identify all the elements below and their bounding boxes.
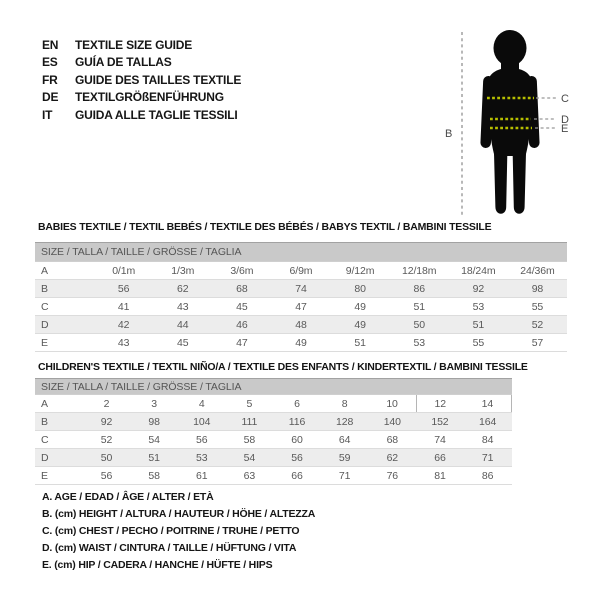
language-row [42,89,241,107]
row-label: B [35,413,83,431]
babies-section-title: BABIES TEXTILE / TEXTIL BEBÉS / TEXTILE DES BÉBÉS / BABYS TEXTIL / BAMBINI TESSILE [38,221,492,233]
table-cell: 12/18m [390,262,449,280]
table-cell: 45 [153,334,212,352]
table-cell: 53 [390,334,449,352]
table-cell: 76 [368,467,416,485]
table-cell: 86 [464,467,512,485]
table-cell: 47 [271,298,330,316]
table-cell: 54 [130,431,178,449]
table-cell: 56 [83,467,131,485]
language-label: GUIDA ALLE TAGLIE TESSILI [75,107,238,122]
language-row [42,106,241,124]
table-cell: 71 [464,449,512,467]
table-cell: 1/3m [153,262,212,280]
table-row [35,431,512,449]
table-cell: 66 [416,449,464,467]
table-cell: 116 [273,413,321,431]
table-cell: 10 [368,395,416,413]
table-cell: 74 [416,431,464,449]
table-row [35,262,567,280]
table-cell: 62 [368,449,416,467]
table-cell: 60 [273,431,321,449]
language-row [42,54,241,72]
language-label: GUIDE DES TAILLES TEXTILE [75,72,242,87]
table-cell: 98 [508,280,567,298]
table-cell: 68 [212,280,271,298]
table-cell: 52 [508,316,567,334]
legend-item: A. AGE / EDAD / ÂGE / ALTER / ETÀ [42,491,214,503]
table-cell: 0/1m [94,262,153,280]
table-cell: 18/24m [449,262,508,280]
table-cell: 44 [153,316,212,334]
table-cell: 51 [449,316,508,334]
table-cell: 50 [390,316,449,334]
table-cell: 55 [508,298,567,316]
table-cell: 80 [331,280,390,298]
row-label: A [35,262,94,280]
row-label: C [35,431,83,449]
row-label: A [35,395,83,413]
table-cell: 64 [321,431,369,449]
table-cell: 24/36m [508,262,567,280]
table-cell: 98 [130,413,178,431]
table-cell: 14 [464,395,512,413]
language-code: DE [42,90,59,105]
legend-item: E. (cm) HIP / CADERA / HANCHE / HÜFTE / HIPS [42,559,273,571]
table-cell: 9/12m [331,262,390,280]
row-label: E [35,467,83,485]
table-cell: 49 [331,298,390,316]
table-cell: 128 [321,413,369,431]
table-row [35,395,512,413]
table-cell: 47 [212,334,271,352]
table-cell: 152 [416,413,464,431]
table-row [35,449,512,467]
table-cell: 164 [464,413,512,431]
figure-label-height: B [445,128,453,140]
table-cell: 49 [271,334,330,352]
table-cell: 58 [130,467,178,485]
table-cell: 3/6m [212,262,271,280]
language-code: FR [42,72,58,87]
table-row [35,413,512,431]
language-row [42,71,241,89]
table-cell: 55 [449,334,508,352]
language-code: ES [42,55,58,70]
language-code: EN [42,37,59,52]
table-cell: 43 [94,334,153,352]
table-cell: 53 [178,449,226,467]
table-cell: 48 [271,316,330,334]
figure-label-hip: E [561,123,569,135]
table-cell: 104 [178,413,226,431]
measurement-legend [42,489,315,574]
table-cell: 51 [390,298,449,316]
language-label: GUÍA DE TALLAS [75,55,172,70]
child-silhouette-icon [480,30,540,214]
table-cell: 3 [130,395,178,413]
table-cell: 59 [321,449,369,467]
row-label: B [35,280,94,298]
table-cell: 57 [508,334,567,352]
table-cell: 63 [226,467,274,485]
table-row [35,467,512,485]
table-cell: 42 [94,316,153,334]
table-size-header: SIZE / TALLA / TAILLE / GRÖSSE / TAGLIA [35,243,567,262]
legend-item: D. (cm) WAIST / CINTURA / TAILLE / HÜFTUNG / VITA [42,542,297,554]
table-cell: 49 [331,316,390,334]
row-label: D [35,449,83,467]
table-cell: 61 [178,467,226,485]
row-label: E [35,334,94,352]
language-label: TEXTILE SIZE GUIDE [75,37,193,52]
table-cell: 86 [390,280,449,298]
language-row [42,36,241,54]
figure-label-waist: D [561,114,569,126]
figure-label-chest: C [561,93,569,105]
table-row [35,316,567,334]
row-label: D [35,316,94,334]
table-cell: 56 [94,280,153,298]
table-cell: 92 [83,413,131,431]
table-cell: 52 [83,431,131,449]
table-cell: 45 [212,298,271,316]
table-cell: 8 [321,395,369,413]
table-cell: 56 [273,449,321,467]
language-label: TEXTILGRÖßENFÜHRUNG [75,90,224,105]
table-cell: 6/9m [271,262,330,280]
legend-item: B. (cm) HEIGHT / ALTURA / HAUTEUR / HÖHE / ALTEZZA [42,508,316,520]
table-cell: 6 [273,395,321,413]
table-cell: 71 [321,467,369,485]
child-figure [440,15,590,225]
row-label: C [35,298,94,316]
table-cell: 56 [178,431,226,449]
table-cell: 66 [273,467,321,485]
table-cell: 51 [130,449,178,467]
table-cell: 92 [449,280,508,298]
table-cell: 81 [416,467,464,485]
table-cell: 50 [83,449,131,467]
table-cell: 68 [368,431,416,449]
table-row [35,298,567,316]
children-section-title: CHILDREN'S TEXTILE / TEXTIL NIÑO/A / TEXTILE DES ENFANTS / KINDERTEXTIL / BAMBINI TESSILE [38,361,528,373]
table-cell: 5 [226,395,274,413]
table-size-header: SIZE / TALLA / TAILLE / GRÖSSE / TAGLIA [35,379,512,395]
legend-item: C. (cm) CHEST / PECHO / POITRINE / TRUHE / PETTO [42,525,300,537]
table-cell: 54 [226,449,274,467]
language-list [42,36,241,124]
table-cell: 140 [368,413,416,431]
children-size-table [35,378,512,485]
table-cell: 41 [94,298,153,316]
table-cell: 2 [83,395,131,413]
table-cell: 74 [271,280,330,298]
table-cell: 51 [331,334,390,352]
table-cell: 43 [153,298,212,316]
table-cell: 62 [153,280,212,298]
table-cell: 12 [416,395,464,413]
table-cell: 46 [212,316,271,334]
table-cell: 4 [178,395,226,413]
table-cell: 58 [226,431,274,449]
table-cell: 53 [449,298,508,316]
babies-size-table [35,242,567,352]
table-row [35,334,567,352]
table-cell: 84 [464,431,512,449]
language-code: IT [42,107,53,122]
table-cell: 111 [226,413,274,431]
table-row [35,280,567,298]
